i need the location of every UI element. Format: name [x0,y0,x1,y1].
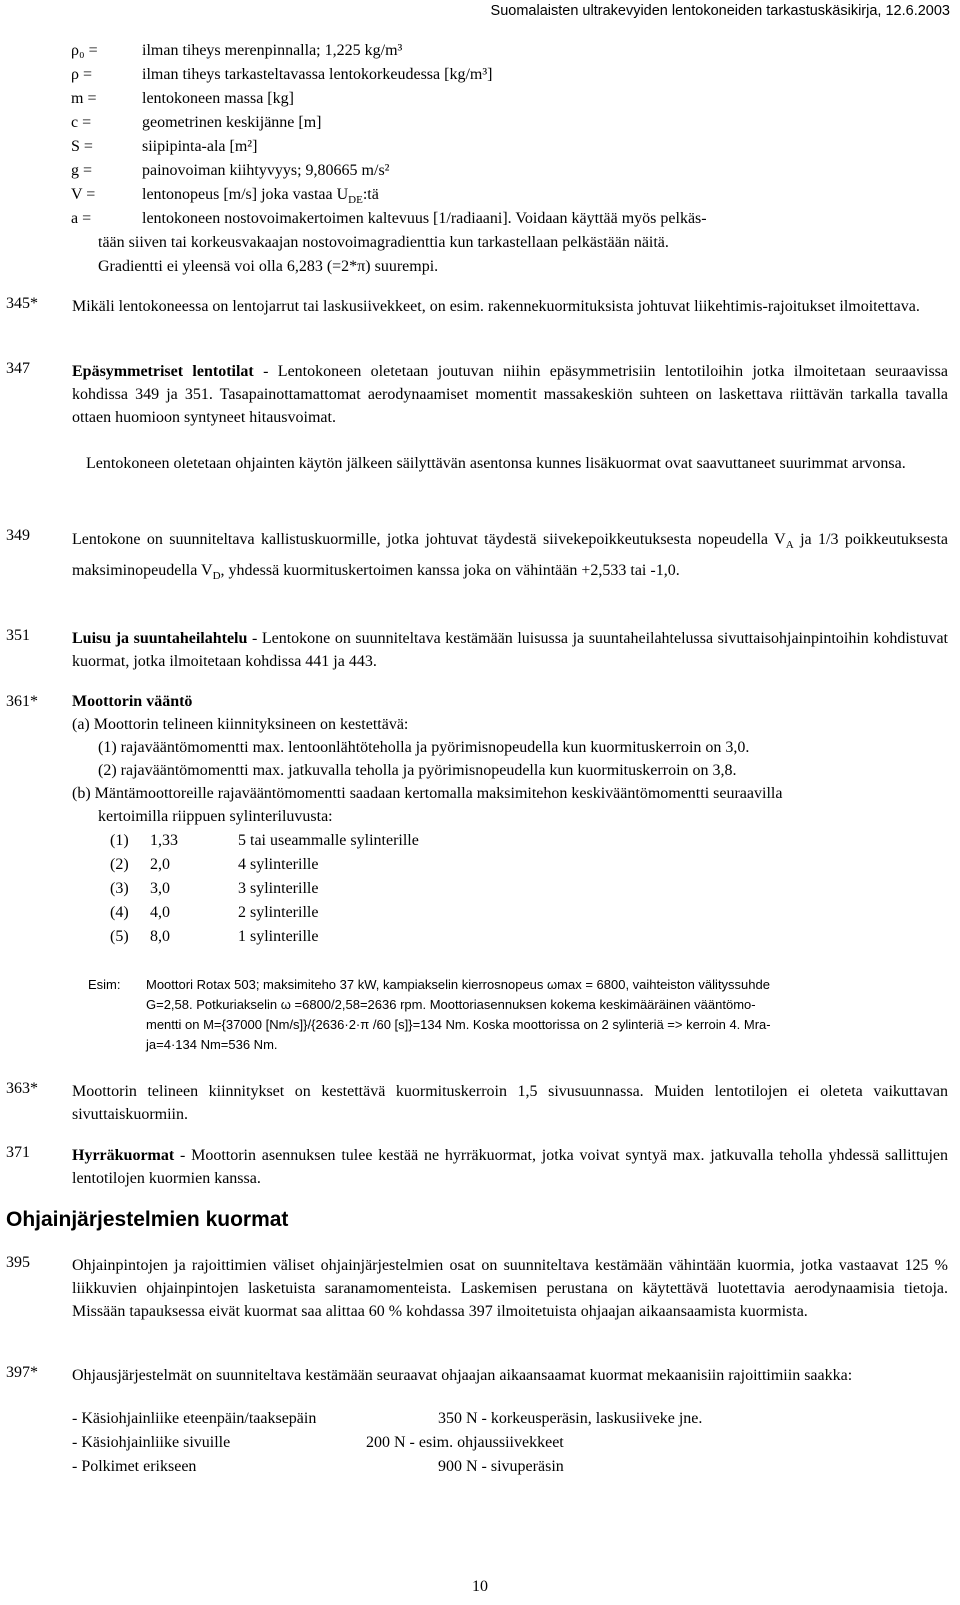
example-text: mentti on M={37000 [Nm/s]}/{2636·2·π /60 [s]}=134 Nm. Koska moottorissa on 2 sylinteriä => kerroin 4. Mra- [146,1017,771,1032]
factor-value: 8,0 [150,928,170,945]
example-text: G=2,58. Potkuriakselin ω =6800/2,58=2636 rpm. Moottoriasennuksen kokema keskimääräinen vääntömo- [146,997,756,1012]
section-number: 351 [6,627,30,644]
section-text: Ohjainpintojen ja rajoittimien väliset ohjainjärjestelmien osat on suunniteltava kestämään vähintään kuormia, jotka vastaavat 125 % liikkuvien ohjainpintojen lasketuista saranamomenteista. Laskemisen perustana on käytettävä luotettavia aerodynaamisia tietoja. Missään tapauksessa eivät kuormat saa alittaa 60 % kohdassa 397 ilmoitetuista ohjaajan aikaansaamista kuormista. [72,1257,948,1320]
symbol: ρ₀ = [71,42,98,59]
load-item: - Käsiohjainliike sivuille [72,1434,231,1451]
symbol-desc: painovoiman kiihtyvyys; 9,80665 m/s² [142,162,390,179]
load-value: 350 N - korkeusperäsin, laskusiiveke jne. [438,1410,703,1427]
factor-desc: 4 sylinterille [238,856,319,873]
section-title: Moottorin vääntö [72,693,193,710]
page-header: Suomalaisten ultrakevyiden lentokoneiden tarkastuskäsikirja, 12.6.2003 [490,3,950,19]
symbol: S = [71,138,93,155]
load-item: - Polkimet erikseen [72,1458,197,1475]
factor-num: (4) [110,904,129,921]
symbol: g = [71,162,93,179]
section-text: Moottorin telineen kiinnitykset on kestettävä kuormituskerroin 1,5 sivusuunnassa. Muiden lentotilojen ei oleteta vaikuttavan sivuttaiskuormiin. [72,1083,948,1123]
load-value: 200 N - esim. ohjaussiivekkeet [366,1434,564,1451]
section-text: Hyrräkuormat - Moottorin asennuksen tulee kestää ne hyrräkuormat, jotka voivat syntyä max. jatkuvalla teholla yhdessä sallittujen lentotilojen kuormien kanssa. [72,1147,948,1187]
section-number: 397* [6,1364,38,1381]
symbol-desc: lentokoneen nostovoimakertoimen kaltevuus [1/radiaani]. Voidaan käyttää myös pelkäs- [142,210,707,227]
section-title: Hyrräkuormat [72,1147,175,1164]
section-number: 395 [6,1254,30,1271]
factor-value: 3,0 [150,880,170,897]
factor-desc: 3 sylinterille [238,880,319,897]
section-number: 361* [6,693,38,710]
page-number: 10 [472,1578,488,1595]
section-title: Luisu ja suuntaheilahtelu [72,630,248,647]
symbol-desc: ilman tiheys tarkasteltavassa lentokorkeudessa [kg/m³] [142,66,493,83]
symbol-desc: ilman tiheys merenpinnalla; 1,225 kg/m³ [142,42,403,59]
symbol: a = [71,210,92,227]
list-item: (a) Moottorin telineen kiinnityksineen on kestettävä: [72,716,409,733]
load-item: - Käsiohjainliike eteenpäin/taaksepäin [72,1410,317,1427]
symbol-desc-cont: Gradientti ei yleensä voi olla 6,283 (=2*π) suurempi. [98,258,439,275]
list-item: (b) Mäntämoottoreille rajavääntömomentti saadaan kertomalla maksimitehon keskivääntömomentti seuraavilla [72,785,783,802]
factor-num: (3) [110,880,129,897]
section-number: 371 [6,1144,30,1161]
section-text: Luisu ja suuntaheilahtelu - Lentokone on suunniteltava kestämään luisussa ja suuntaheilahtelussa sivuttaisohjainpintoihin kohdistuvat kuormat, jotka ilmoitetaan kohdissa 441 ja 443. [72,630,948,670]
factor-num: (1) [110,832,129,849]
symbol-desc-cont: tään siiven tai korkeusvakaajan nostovoimagradienttia kun tarkastellaan pelkästään näitä. [98,234,669,251]
symbol: ρ = [71,66,93,83]
factor-desc: 5 tai useammalle sylinterille [238,832,419,849]
section-number: 349 [6,527,30,544]
factor-value: 2,0 [150,856,170,873]
section-text: Ohjausjärjestelmät on suunniteltava kestämään seuraavat ohjaajan aikaansaamat kuormat mekaanisiin rajoittimiin saakka: [72,1367,853,1384]
symbol: c = [71,114,92,131]
section-number: 345* [6,295,38,312]
section-number: 363* [6,1080,38,1097]
factor-num: (5) [110,928,129,945]
symbol-desc: lentokoneen massa [kg] [142,90,294,107]
section-number: 347 [6,360,30,377]
list-item: (1) rajavääntömomentti max. lentoonlähtöteholla ja pyörimisnopeudella kun kuormituskerroin on 3,0. [98,739,750,756]
factor-desc: 1 sylinterille [238,928,319,945]
section-heading: Ohjainjärjestelmien kuormat [6,1208,289,1231]
list-item: kertoimilla riippuen sylinteriluvusta: [98,808,333,825]
list-item: (2) rajavääntömomentti max. jatkuvalla teholla ja pyörimisnopeudella kun kuormituskerroin on 3,8. [98,762,737,779]
example-label: Esim: [88,977,121,992]
section-text: Epäsymmetriset lentotilat - Lentokoneen oletetaan joutuvan niihin epäsymmetrisiin lentotiloihin jotka ilmoitetaan seuraavissa kohdissa 349 ja 351. Tasapainottamattomat aerodynaamiset momentit massakeskiön suhteen on laskettava riittävän tarkalla tavalla ottaen huomioon syntyneet hitausvoimat. [72,363,949,426]
symbol-desc: lentonopeus [m/s] joka vastaa $U_{DE}:tä$ [142,186,379,207]
symbol-desc: geometrinen keskijänne [m] [142,114,322,131]
section-title: Epäsymmetriset lentotilat [72,363,254,380]
load-value: 900 N - sivuperäsin [438,1458,564,1475]
example-text: Moottori Rotax 503; maksimiteho 37 kW, kampiakselin kierrosnopeus ωmax = 6800, vaihteiston välityssuhde [146,977,770,992]
symbol-desc: siipipinta-ala [m²] [142,138,258,155]
section-text: Lentokone on suunniteltava kallistuskuormille, jotka johtuvat täydestä siivekepoikkeutuksesta nopeudella $V_A$ ja 1/3 poikkeutuksesta maksiminopeudella $V_D$, yhdessä kuormituskertoimen kanssa joka on vähintään +2,533 tai -1,0. [72,531,948,583]
section-text: Lentokoneen oletetaan ohjainten käytön jälkeen säilyttävän asentonsa kunnes lisäkuormat ovat saavuttaneet suurimmat arvonsa. [86,455,906,472]
section-text: Mikäli lentokoneessa on lentojarrut tai laskusiivekkeet, on esim. rakennekuormituksista johtuvat liikehtimis-rajoitukset ilmoitettava. [72,298,920,315]
symbol: m = [71,90,97,107]
factor-num: (2) [110,856,129,873]
example-text: ja=4·134 Nm=536 Nm. [146,1037,278,1052]
factor-value: 1,33 [150,832,178,849]
factor-value: 4,0 [150,904,170,921]
factor-desc: 2 sylinterille [238,904,319,921]
symbol: V = [71,186,96,203]
